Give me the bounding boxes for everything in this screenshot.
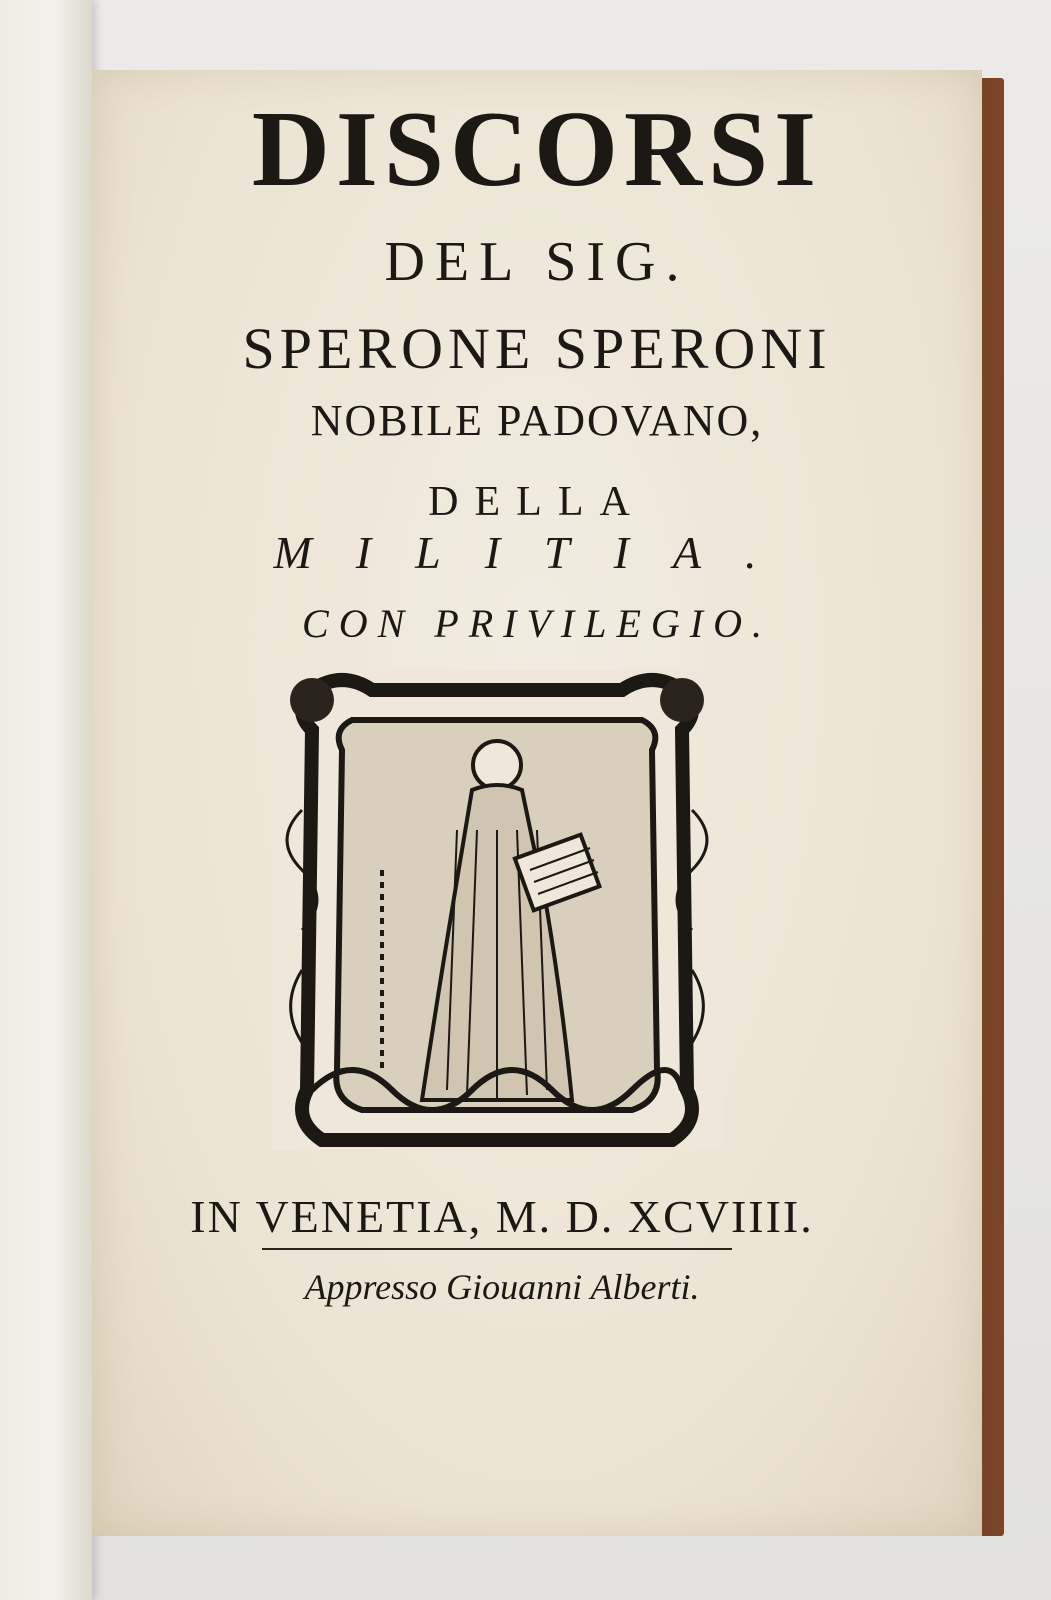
author-name: SPERONE SPERONI bbox=[242, 316, 832, 381]
title-line-del-sig: DEL SIG. bbox=[384, 231, 690, 293]
author-description: NOBILE PADOVANO, bbox=[310, 396, 764, 445]
book-title: DISCORSI bbox=[251, 90, 823, 209]
flyleaf bbox=[0, 0, 92, 1600]
imprint-city-date: IN VENETIA, M. D. XCVIIII. bbox=[190, 1191, 814, 1242]
imprint-rule bbox=[262, 1248, 732, 1250]
subtitle-militia: MILITIA. bbox=[273, 527, 801, 578]
printers-device-woodcut-icon bbox=[272, 670, 722, 1150]
imprint-printer: Appresso Giouanni Alberti. bbox=[304, 1267, 700, 1307]
subtitle-della: DELLA bbox=[428, 479, 646, 525]
privilege-line: CON PRIVILEGIO. bbox=[302, 601, 772, 646]
title-page bbox=[92, 70, 982, 1536]
